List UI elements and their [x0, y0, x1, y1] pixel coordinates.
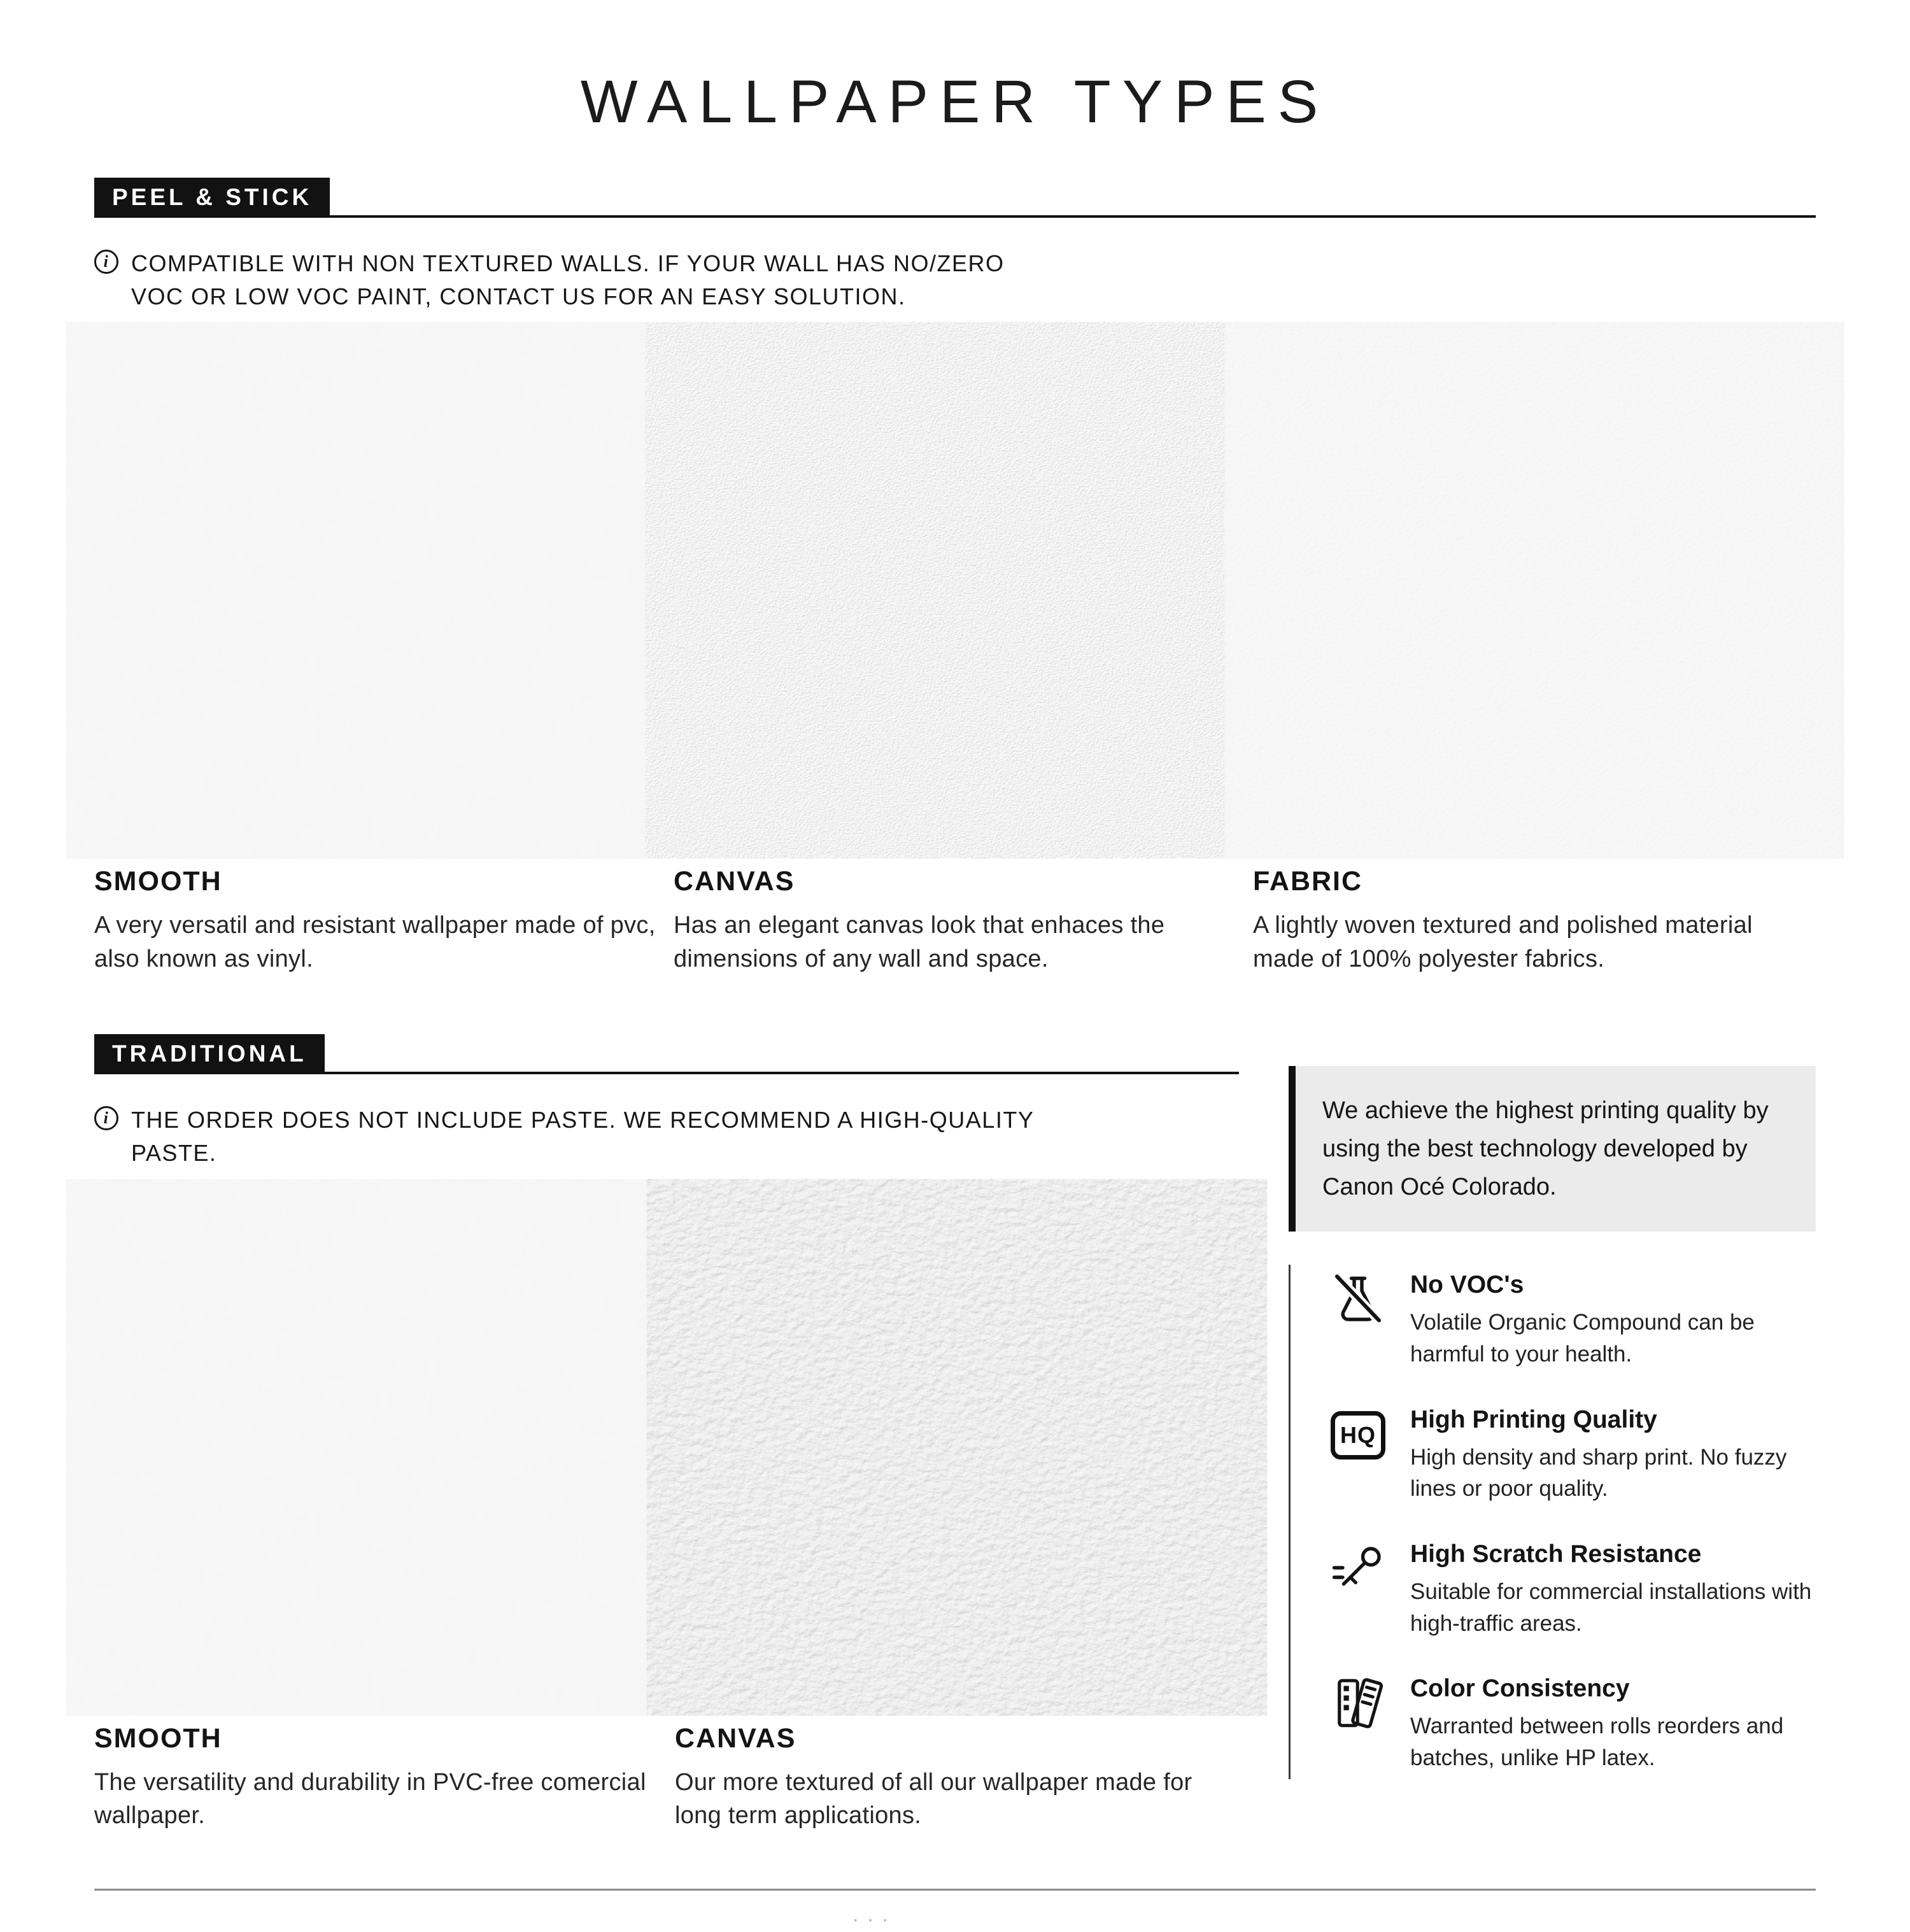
swatch-name: FABRIC — [1253, 866, 1363, 897]
info-glyph: i — [103, 1109, 110, 1128]
swatch-description: A very versatil and resistant wallpaper made of pvc, also known as vinyl. — [94, 912, 656, 972]
feature-text — [1410, 1673, 1816, 1773]
traditional-section-rule — [325, 1072, 1239, 1074]
footer-marks: ··· — [852, 1907, 896, 1931]
swatch-description: Has an elegant canvas look that enhaces the dimensions of any wall and space. — [674, 912, 1165, 972]
no-voc-icon — [1327, 1270, 1389, 1331]
swatch-card-canvas — [674, 346, 1236, 976]
swatch-card-fabric — [1253, 346, 1816, 976]
peel-stick-section-rule — [330, 215, 1816, 218]
swatch-name: CANVAS — [675, 1722, 796, 1754]
feature-text — [1410, 1270, 1816, 1370]
feature-no-vocs — [1327, 1270, 1816, 1370]
smooth-texture-image — [94, 346, 657, 834]
feature-title: High Printing Quality — [1410, 1405, 1657, 1433]
swatch-card-canvas-traditional — [675, 1204, 1239, 1833]
info-icon — [94, 250, 118, 274]
swatch-card-smooth — [94, 346, 657, 976]
traditional-section-label: TRADITIONAL — [94, 1034, 325, 1074]
canvas-texture-image — [674, 346, 1236, 834]
canvas-rough-texture-image — [675, 1204, 1239, 1691]
swatch-name: SMOOTH — [94, 1722, 222, 1754]
feature-title: Color Consistency — [1410, 1675, 1630, 1703]
fabric-texture-image — [1253, 346, 1816, 834]
hq-icon — [1327, 1405, 1389, 1466]
peel-stick-swatch-row — [94, 346, 1816, 976]
hq-badge: HQ — [1331, 1411, 1385, 1460]
traditional-section-header — [94, 1034, 1239, 1074]
print-quality-sidebar — [1289, 1034, 1816, 1832]
feature-scratch-resistance — [1327, 1539, 1816, 1639]
feature-list — [1289, 1265, 1816, 1779]
smooth-texture-image — [94, 1204, 658, 1691]
peel-stick-section — [94, 178, 1816, 976]
quality-note: We achieve the highest printing quality by using the best technology developed by Canon Océ Colorado. — [1289, 1066, 1816, 1232]
peel-stick-note — [94, 247, 1816, 313]
peel-stick-section-header — [94, 178, 1816, 218]
feature-text — [1410, 1405, 1816, 1505]
swatch-card-smooth-traditional — [94, 1204, 658, 1833]
peel-stick-note-text: COMPATIBLE WITH NON TEXTURED WALLS. IF YOUR WALL HAS NO/ZERO VOC OR LOW VOC PAINT, CONTACT US FOR AN EASY SOLUTION. — [131, 250, 1005, 310]
feature-color-consistency — [1327, 1673, 1816, 1773]
traditional-section — [94, 1034, 1239, 1832]
swatch-name: SMOOTH — [94, 866, 222, 897]
feature-description: High density and sharp print. No fuzzy lines or poor quality. — [1410, 1444, 1787, 1502]
bottom-zone — [94, 1034, 1816, 1832]
feature-title: High Scratch Resistance — [1410, 1540, 1702, 1568]
swatch-description: Our more textured of all our wallpaper made for long term applications. — [675, 1768, 1192, 1829]
feature-description: Suitable for commercial installations with high-traffic areas. — [1410, 1579, 1812, 1636]
swatch-description: The versatility and durability in PVC-free comercial wallpaper. — [94, 1768, 646, 1829]
scratch-resistance-icon — [1327, 1539, 1389, 1600]
traditional-swatch-row — [94, 1204, 1239, 1833]
swatch-name: CANVAS — [674, 866, 795, 897]
page-title: WALLPAPER TYPES — [580, 68, 1330, 136]
swatch-description: A lightly woven textured and polished material made of 100% polyester fabrics. — [1253, 912, 1753, 972]
traditional-note — [94, 1104, 1239, 1170]
feature-description: Warranted between rolls reorders and batches, unlike HP latex. — [1410, 1714, 1784, 1771]
traditional-note-text: THE ORDER DOES NOT INCLUDE PASTE. WE RECOMMEND A HIGH-QUALITY PASTE. — [131, 1107, 1034, 1167]
info-icon — [94, 1106, 118, 1130]
feature-high-printing-quality — [1327, 1405, 1816, 1505]
color-consistency-icon — [1327, 1673, 1389, 1735]
bottom-divider — [94, 1889, 1816, 1891]
feature-title: No VOC's — [1410, 1271, 1524, 1299]
feature-description: Volatile Organic Compound can be harmful to your health. — [1410, 1310, 1755, 1367]
peel-stick-section-label: PEEL & STICK — [94, 178, 330, 218]
feature-text — [1410, 1539, 1816, 1639]
info-glyph: i — [103, 252, 110, 271]
